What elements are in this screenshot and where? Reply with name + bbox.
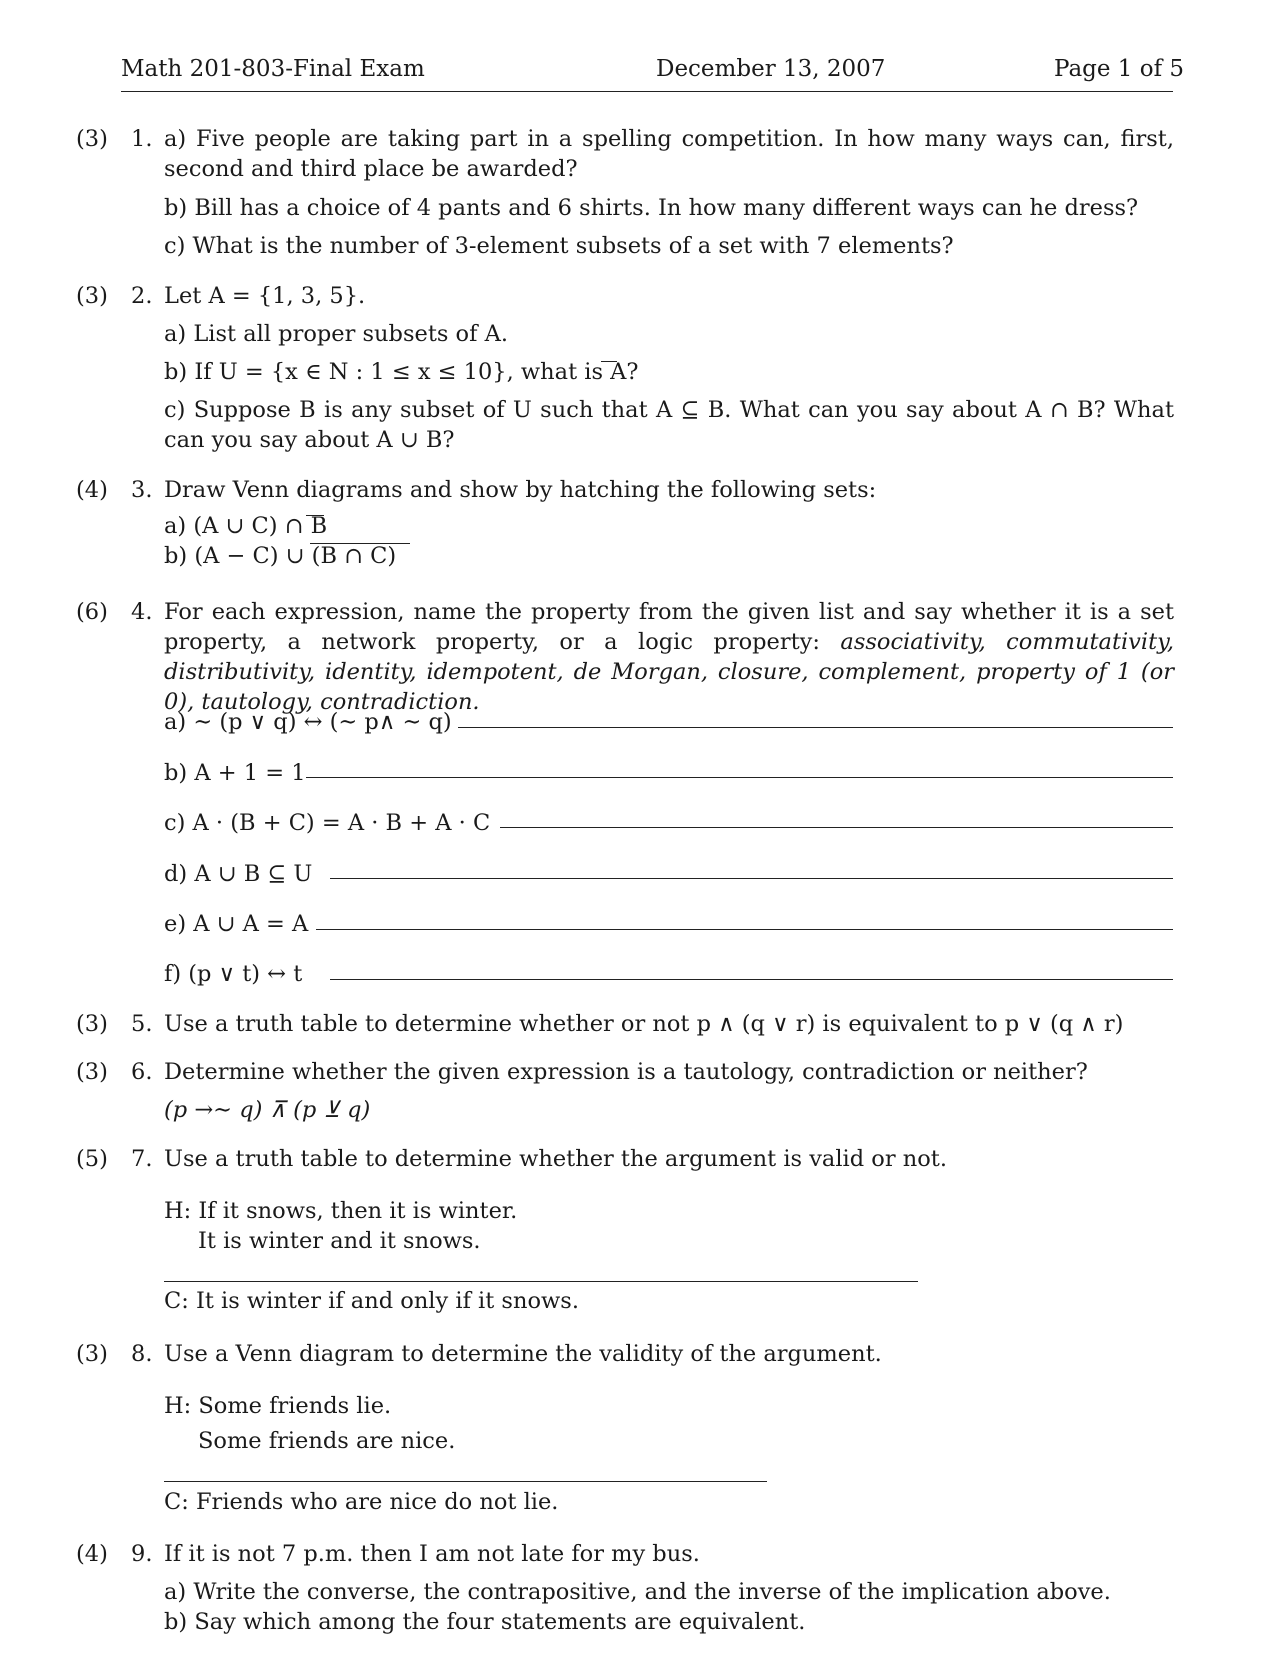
q4-part-b: b) A + 1 = 1 bbox=[164, 760, 306, 786]
q6-expression: (p →∼ q) ⊼ (p ⊻ q) bbox=[164, 1097, 371, 1123]
q4-property-list: associativity, commutativity, distributivity, identity, idempotent, de Morgan, closure, complement, property of 1 (or 0), tautology, contradiction. bbox=[164, 629, 1175, 715]
q6-number: 6. bbox=[131, 1059, 153, 1085]
q9-part-a: a) Write the converse, the contrapositive, and the inverse of the implication above. bbox=[164, 1579, 1111, 1605]
header-rule bbox=[121, 91, 1173, 92]
q3-number: 3. bbox=[131, 477, 153, 503]
answer-line[interactable] bbox=[316, 929, 1173, 930]
header-date: December 13, 2007 bbox=[656, 56, 886, 82]
q1-number: 1. bbox=[131, 126, 153, 152]
q1-part-b: b) Bill has a choice of 4 pants and 6 shirts. In how many different ways can he dress? bbox=[164, 195, 1139, 221]
q2-part-c: c) Suppose B is any subset of U such that A ⊆ B. What can you say about A ∩ B? What can you say about A ∪ B? bbox=[164, 397, 1174, 453]
q5-intro: Use a truth table to determine whether or not p ∧ (q ∨ r) is equivalent to p ∨ (q ∧ r) bbox=[164, 1011, 1124, 1037]
q4-part-e: e) A ∪ A = A bbox=[164, 911, 309, 937]
q2-part-a: a) List all proper subsets of A. bbox=[164, 321, 508, 347]
q2-part-b: b) If U = {x ∈ N : 1 ≤ x ≤ 10}, what is A? bbox=[164, 359, 639, 385]
q4-part-d: d) A ∪ B ⊆ U bbox=[164, 861, 313, 887]
q2-points: (3) bbox=[76, 283, 108, 309]
q9-number: 9. bbox=[131, 1541, 153, 1567]
q7-conclusion: C: It is winter if and only if it snows. bbox=[164, 1288, 579, 1314]
answer-line[interactable] bbox=[330, 878, 1173, 879]
argument-rule bbox=[164, 1281, 918, 1282]
q6-intro: Determine whether the given expression is a tautology, contradiction or neither? bbox=[164, 1059, 1088, 1085]
q3-intro: Draw Venn diagrams and show by hatching the following sets: bbox=[164, 477, 877, 503]
q4-part-f: f) (p ∨ t) ↔ t bbox=[164, 961, 303, 987]
header-page-number: Page 1 of 5 bbox=[1054, 56, 1185, 82]
q8-points: (3) bbox=[76, 1341, 108, 1367]
complement-bar bbox=[306, 515, 324, 516]
q1-part-a: a) Five people are taking part in a spelling competition. In how many ways can, first, second and third place be awarded? bbox=[164, 126, 1174, 182]
q7-number: 7. bbox=[131, 1146, 153, 1172]
q5-number: 5. bbox=[131, 1011, 153, 1037]
q2-intro: Let A = {1, 3, 5}. bbox=[164, 283, 366, 309]
answer-line[interactable] bbox=[306, 777, 1173, 778]
header-course: Math 201-803-Final Exam bbox=[121, 56, 425, 82]
q8-hypothesis-2: Some friends are nice. bbox=[198, 1428, 456, 1454]
complement-bar bbox=[601, 361, 617, 362]
q3-part-b: b) (A − C) ∪ (B ∩ C) bbox=[164, 543, 397, 569]
complement-bar bbox=[310, 543, 410, 544]
q6-points: (3) bbox=[76, 1059, 108, 1085]
q4-intro-text: For each expression, name the property from the given list and say whether it is a set property, a network property, or a logic property: bbox=[164, 599, 1174, 655]
q8-intro: Use a Venn diagram to determine the validity of the argument. bbox=[164, 1341, 882, 1367]
q4-part-a: a) ∼ (p ∨ q) ↔ (∼ p∧ ∼ q) bbox=[164, 709, 452, 735]
q5-points: (3) bbox=[76, 1011, 108, 1037]
argument-rule bbox=[164, 1481, 767, 1482]
q7-hypothesis-2: It is winter and it snows. bbox=[198, 1228, 481, 1254]
q3-part-a: a) (A ∪ C) ∩ B bbox=[164, 513, 328, 539]
q8-conclusion: C: Friends who are nice do not lie. bbox=[164, 1489, 559, 1515]
q9-intro: If it is not 7 p.m. then I am not late for my bus. bbox=[164, 1541, 700, 1567]
q3-points: (4) bbox=[76, 477, 108, 503]
q4-points: (6) bbox=[76, 599, 108, 625]
q8-hypothesis-1: H: Some friends lie. bbox=[164, 1393, 392, 1419]
q7-intro: Use a truth table to determine whether the argument is valid or not. bbox=[164, 1146, 947, 1172]
q2-number: 2. bbox=[131, 283, 153, 309]
q4-number: 4. bbox=[131, 599, 153, 625]
q1-part-c: c) What is the number of 3-element subsets of a set with 7 elements? bbox=[164, 233, 954, 259]
q9-part-b: b) Say which among the four statements are equivalent. bbox=[164, 1609, 806, 1635]
q4-part-c: c) A · (B + C) = A · B + A · C bbox=[164, 810, 491, 836]
answer-line[interactable] bbox=[330, 979, 1173, 980]
q1-points: (3) bbox=[76, 126, 108, 152]
q9-points: (4) bbox=[76, 1541, 108, 1567]
q7-hypothesis-1: H: If it snows, then it is winter. bbox=[164, 1198, 518, 1224]
answer-line[interactable] bbox=[458, 727, 1173, 728]
q8-number: 8. bbox=[131, 1341, 153, 1367]
q7-points: (5) bbox=[76, 1146, 108, 1172]
q4-intro bbox=[164, 597, 1174, 717]
answer-line[interactable] bbox=[500, 827, 1173, 828]
